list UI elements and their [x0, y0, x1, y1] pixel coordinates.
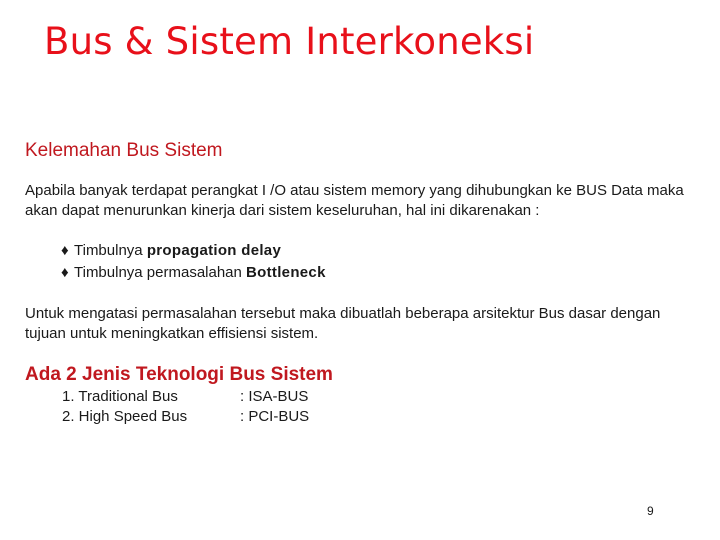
bullet-text: Timbulnya: [74, 242, 147, 259]
page-number: 9: [647, 504, 654, 518]
bullet-item-propagation-delay: [61, 241, 281, 261]
bullet-item-bottleneck: [61, 263, 326, 283]
bus-types-heading: Ada 2 Jenis Teknologi Bus Sistem: [25, 364, 333, 385]
bus-type-name: 2. High Speed Bus: [62, 408, 188, 425]
bus-type-name: 1. Traditional Bus: [62, 388, 178, 405]
bullet-bold-term: propagation delay: [146, 242, 282, 259]
bus-type-value: : ISA-BUS: [240, 388, 309, 405]
intro-paragraph: Apabila banyak terdapat perangkat I /O atau sistem memory yang dihubungkan ke BUS Data maka akan dapat menurunkan kinerja dari sistem keseluruhan, hal ini dikarenakan :: [25, 182, 684, 219]
bus-type-value: : PCI-BUS: [240, 408, 310, 425]
solution-paragraph: Untuk mengatasi permasalahan tersebut maka dibuatlah beberapa arsitektur Bus dasar dengan tujuan untuk meningkatkan effisiensi sistem.: [25, 305, 661, 342]
bullet-bold-term: Bottleneck: [246, 264, 326, 281]
slide-title: Bus & Sistem Interkoneksi: [44, 20, 535, 63]
bus-type-row: [62, 407, 309, 427]
bullet-text: Timbulnya permasalahan: [74, 264, 247, 281]
diamond-bullet-icon: ♦: [61, 264, 69, 281]
diamond-bullet-icon: ♦: [61, 242, 69, 259]
bus-type-row: [62, 387, 308, 407]
section-heading: Kelemahan Bus Sistem: [25, 140, 223, 161]
